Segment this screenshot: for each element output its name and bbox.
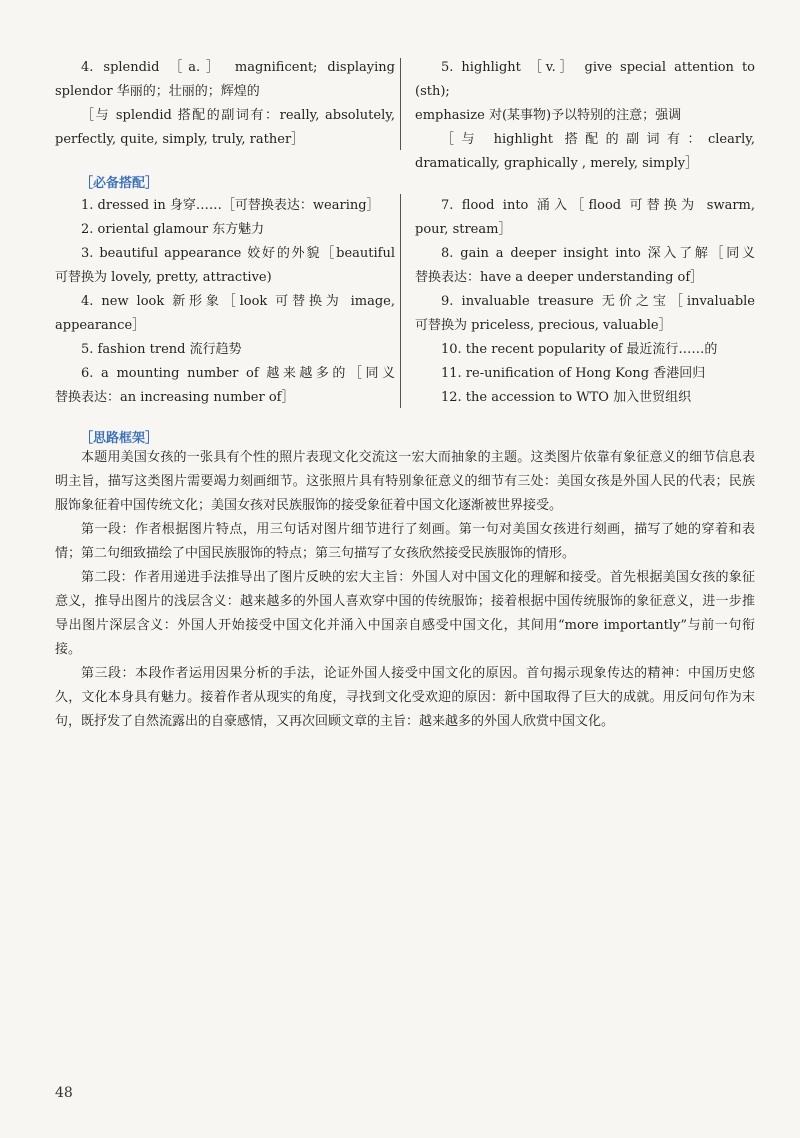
collocation-item: 可替换为 lovely, pretty, attractive) (55, 270, 272, 285)
column-divider (400, 194, 401, 408)
collocation-item: 6. a mounting number of 越来越多的［同义 (81, 366, 395, 381)
vocab-line: perfectly, quite, simply, truly, rather］ (55, 132, 305, 147)
collocations-heading: ［必备搭配］ (80, 176, 159, 191)
collocations-right (415, 194, 755, 410)
framework-body (55, 446, 755, 734)
collocation-item: 1. dressed in 身穿……［可替换表达：wearing］ (81, 198, 380, 213)
collocation-item: 3. beautiful appearance 姣好的外貌［beautiful (81, 246, 395, 261)
framework-paragraph: 本题用美国女孩的一张具有个性的照片表现文化交流这一宏大而抽象的主题。这类图片依靠有象征意义的细节信息表明主旨，描写这类图片需要竭力刻画细节。这张照片具有特别象征意义的细节有三处：美国女孩是外国人民的代表；民族服饰象征着中国传统文化；美国女孩对民族服饰的接受象征着中国文化逐渐被世界接受。 (55, 450, 755, 513)
collocation-item: pour, stream］ (415, 222, 512, 237)
column-divider (400, 58, 401, 150)
collocation-item: 8. gain a deeper insight into 深入了解［同义 (441, 246, 755, 261)
collocations-left (55, 194, 395, 410)
collocation-item: 7. flood into 涌入［flood 可替换为 swarm, (441, 198, 755, 213)
vocab-line: dramatically, graphically , merely, simply］ (415, 156, 699, 171)
collocation-item: 替换表达：have a deeper understanding of］ (415, 270, 704, 285)
vocab-entry-highlight (415, 56, 755, 176)
collocation-item: 可替换为 priceless, precious, valuable］ (415, 318, 672, 333)
collocation-item: 9. invaluable treasure 无价之宝［invaluable (441, 294, 755, 309)
vocab-line: ［与 splendid 搭配的副词有：really, absolutely, (81, 108, 395, 123)
collocation-item: 10. the recent popularity of 最近流行……的 (441, 342, 718, 357)
vocab-line: ［与 highlight 搭配的副词有：clearly, (441, 132, 755, 147)
framework-heading: ［思路框架］ (80, 431, 159, 446)
collocation-item: appearance］ (55, 318, 146, 333)
vocab-line: emphasize 对(某事物)予以特别的注意；强调 (415, 108, 682, 123)
vocab-line: 4. splendid ［a.］ magnificent; displaying (81, 60, 395, 75)
vocab-line: splendor 华丽的；壮丽的；辉煌的 (55, 84, 260, 99)
vocab-line: 5. highlight ［v.］ give special attention to (sth); (415, 60, 755, 99)
collocation-item: 5. fashion trend 流行趋势 (81, 342, 242, 357)
page-number: 48 (55, 1085, 73, 1101)
collocation-item: 4. new look 新形象［look 可替换为 image, (81, 294, 395, 309)
framework-paragraph: 第三段：本段作者运用因果分析的手法，论证外国人接受中国文化的原因。首句揭示现象传达的精神：中国历史悠久，文化本身具有魅力。接着作者从现实的角度，寻找到文化受欢迎的原因：新中国取得了巨大的成就。用反问句作为末句，既抒发了自然流露出的自豪感情，又再次回顾文章的主旨：越来越多的外国人欣赏中国文化。 (55, 666, 755, 729)
framework-paragraph: 第一段：作者根据图片特点，用三句话对图片细节进行了刻画。第一句对美国女孩进行刻画，描写了她的穿着和表情；第二句细致描绘了中国民族服饰的特点；第三句描写了女孩欣然接受民族服饰的情形。 (55, 522, 755, 561)
vocab-entry-splendid (55, 56, 395, 152)
collocation-item: 替换表达：an increasing number of］ (55, 390, 295, 405)
collocation-item: 11. re-unification of Hong Kong 香港回归 (441, 366, 706, 381)
collocation-item: 12. the accession to WTO 加入世贸组织 (441, 390, 692, 405)
framework-paragraph: 第二段：作者用递进手法推导出了图片反映的宏大主旨：外国人对中国文化的理解和接受。首先根据美国女孩的象征意义，推导出图片的浅层含义：越来越多的外国人喜欢穿中国的传统服饰；接着根据中国传统服饰的象征意义，进一步推导出图片深层含义：外国人开始接受中国文化并涌入中国亲自感受中国文化，其间用“more importantly”与前一句衔接。 (55, 570, 755, 657)
collocation-item: 2. oriental glamour 东方魅力 (81, 222, 265, 237)
